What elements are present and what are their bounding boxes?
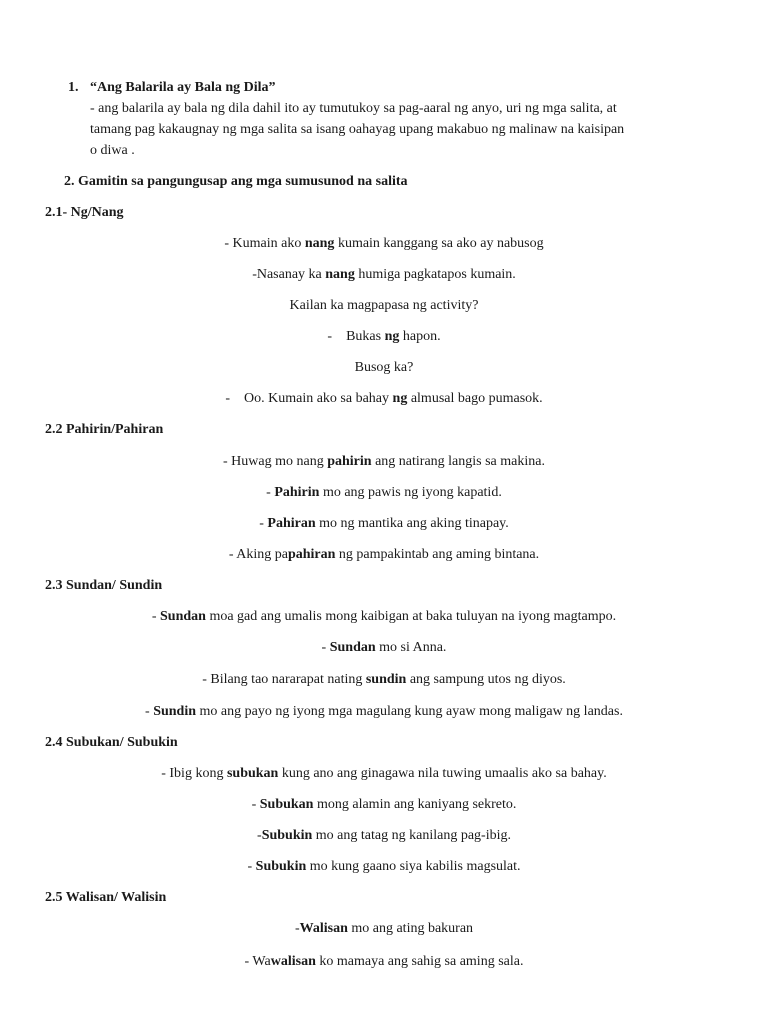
sentence: - Pahirin mo ang pawis ng iyong kapatid. [266,485,502,500]
sentence: -Walisan mo ang ating bakuran [294,921,474,936]
sentence: - Sundin mo ang payo ng iyong mga magulang kung ayaw mong maligaw ng landas. [145,704,623,719]
item-1-line-2: tamang pag kakaugnay ng mga salita sa isang oahayag upang makabuo ng malinaw na kaisipan [90,122,625,137]
section-heading-2-4: 2.4 Subukan/ Subukin [45,735,178,750]
item-2-title: 2. Gamitin sa pangungusap ang mga sumusunod na salita [64,174,408,189]
sentence: - Sundan mo si Anna. [321,640,447,655]
sentence: - Bilang tao nararapat nating sundin ang sampung utos ng diyos. [202,672,566,687]
sentence: -Nasanay ka nang humiga pagkatapos kumain. [252,267,516,282]
section-heading-2-1: 2.1- Ng/Nang [45,205,124,220]
sentence: - Huwag mo nang pahirin ang natirang langis sa makina. [223,454,545,469]
sentence: - Wawalisan ko mamaya ang sahig sa aming sala. [244,954,524,969]
sentence: Kailan ka magpapasa ng activity? [289,298,479,313]
sentence: - Ibig kong subukan kung ano ang ginagawa nila tuwing umaalis ako sa bahay. [161,766,607,781]
section-heading-2-5: 2.5 Walisan/ Walisin [45,890,167,905]
sentence: - Kumain ako nang kumain kanggang sa ako ay nabusog [224,236,544,251]
item-1-line-3: o diwa . [90,143,135,158]
sentence: - Aking papahiran ng pampakintab ang aming bintana. [228,547,540,562]
sentence: -Subukin mo ang tatag ng kanilang pag-ibig. [257,828,511,843]
sentence: - Sundan moa gad ang umalis mong kaibigan at baka tuluyan na iyong magtampo. [151,609,617,624]
item-1-line-1: - ang balarila ay bala ng dila dahil ito ay tumutukoy sa pag-aaral ng anyo, uri ng mga salita, at [90,101,617,116]
section-heading-2-2: 2.2 Pahirin/Pahiran [45,422,164,437]
item-1-title: “Ang Balarila ay Bala ng Dila” [90,80,276,95]
sentence: - Pahiran mo ng mantika ang aking tinapay. [259,516,509,531]
sentence: - Subukin mo kung gaano siya kabilis magsulat. [247,859,521,874]
sentence: Busog ka? [354,360,414,375]
sentence: - Subukan mong alamin ang kaniyang sekreto. [251,797,517,812]
section-heading-2-3: 2.3 Sundan/ Sundin [45,578,163,593]
sentence: - Bukas ng hapon. [327,329,441,344]
item-1-number: 1. [68,80,79,95]
sentence: - Oo. Kumain ako sa bahay ng almusal bago pumasok. [225,391,543,406]
